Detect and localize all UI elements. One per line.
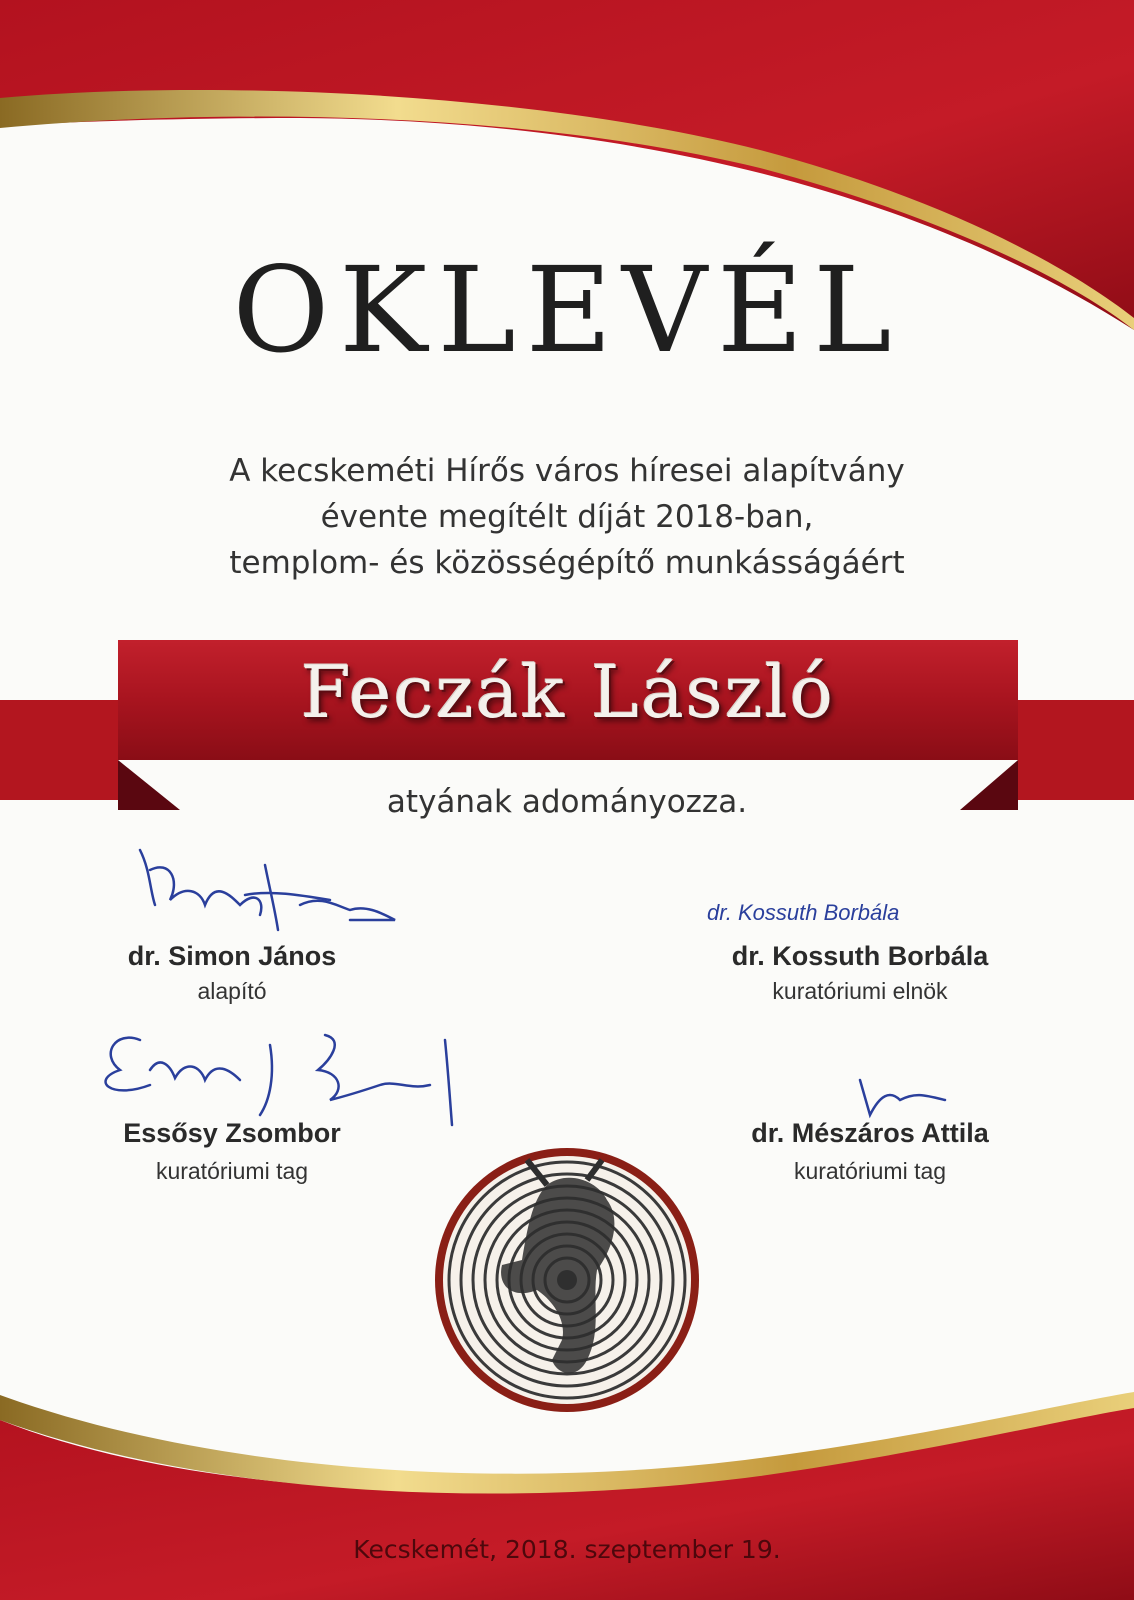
recipient-name: Feczák László (300, 650, 836, 734)
signatory-name: dr. Kossuth Borbála (731, 941, 989, 971)
tree-ring-goat-seal-icon (435, 1148, 699, 1412)
signatory-role: alapító (197, 978, 267, 1004)
award-description (150, 448, 984, 586)
certificate-title: OKLEVÉL (232, 241, 902, 379)
description-line: templom- és közösségépítő munkásságáért (229, 545, 905, 581)
signatory-name: dr. Simon János (127, 941, 337, 971)
bottom-red-band (0, 1392, 1134, 1600)
signatory-name: dr. Mészáros Attila (751, 1118, 989, 1148)
signatory-name: Essősy Zsombor (123, 1118, 341, 1148)
signature-kossuth-text: dr. Kossuth Borbála (707, 900, 900, 925)
award-line: atyának adományozza. (386, 784, 748, 820)
place-date: Kecskemét, 2018. szeptember 19. (353, 1535, 781, 1564)
description-line: A kecskeméti Hírős város híresei alapítvány (229, 453, 905, 489)
signatory-role: kuratóriumi tag (155, 1158, 309, 1184)
description-line: évente megítélt díját 2018-ban, (320, 499, 814, 535)
signatory-role: kuratóriumi elnök (772, 978, 948, 1004)
signatory-role: kuratóriumi tag (793, 1158, 947, 1184)
